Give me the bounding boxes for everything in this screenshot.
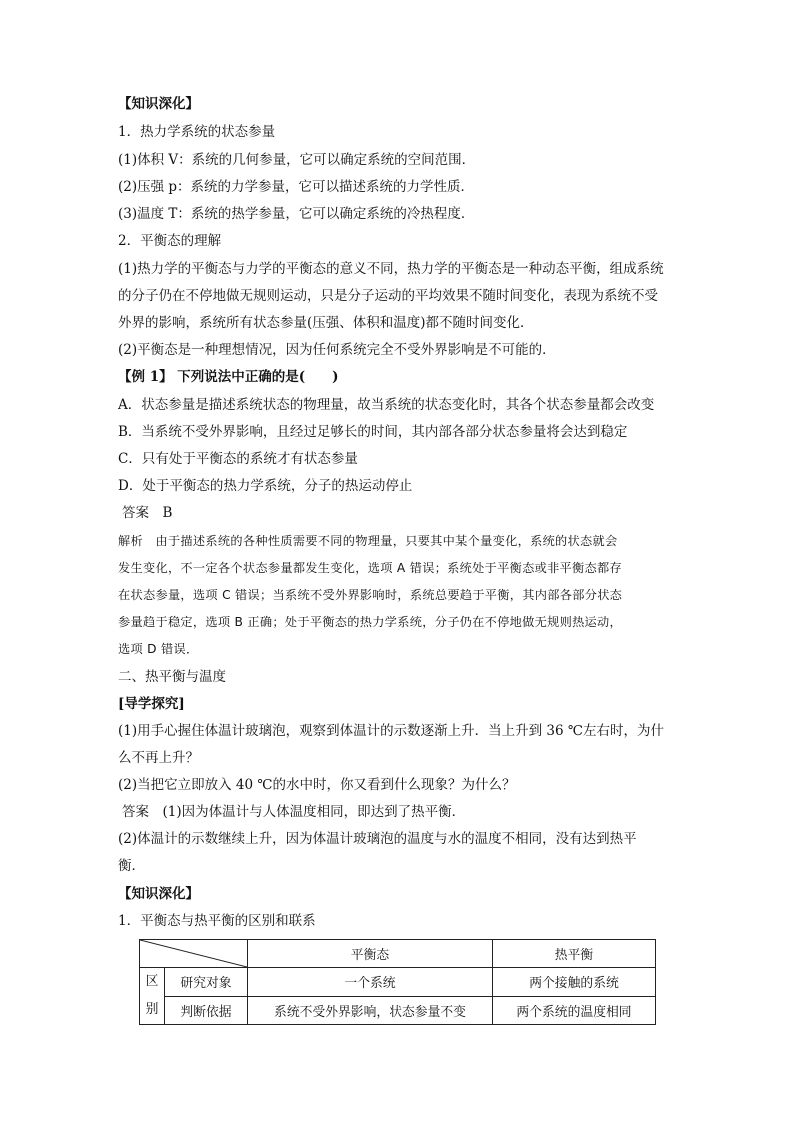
- text-line: (1)体积 V：系统的几何参量，它可以确定系统的空间范围．: [118, 152, 476, 168]
- subheading-state-parameters: 1．热力学系统的状态参量: [118, 124, 276, 140]
- analysis-line: 在状态参量，选项 C 错误；当系统不受外界影响时，系统总要趋于平衡，其内部各部分状态: [118, 588, 623, 602]
- group-label-char: 别: [145, 1002, 159, 1017]
- section-heading-thermal-equilibrium: 二、热平衡与温度: [118, 669, 226, 685]
- option-c: C．只有处于平衡态的系统才有状态参量: [118, 451, 358, 467]
- section-heading-knowledge-2: 【知识深化】: [118, 886, 199, 902]
- text-line: (2)压强 p：系统的力学参量，它可以描述系统的力学性质．: [118, 179, 475, 195]
- diagonal-line: [140, 940, 247, 967]
- text-line: (2)平衡态是一种理想情况，因为任何系统完全不受外界影响是不可能的．: [118, 342, 556, 358]
- option-a: A．状态参量是描述系统状态的物理量，故当系统的状态变化时，其各个状态参量都会改变: [118, 397, 655, 413]
- table-header-cell: 平衡态: [248, 940, 493, 968]
- text-line: (1)热力学的平衡态与力学的平衡态的意义不同，热力学的平衡态是一种动态平衡，组成系统: [118, 261, 664, 277]
- table-header-cell: 热平衡: [493, 940, 656, 968]
- text-line: (1)用手心握住体温计玻璃泡，观察到体温计的示数逐渐上升．当上升到 36 ℃左右时，为什: [118, 723, 664, 739]
- text-line: 么不再上升？: [118, 750, 199, 766]
- answer: 答案 (1)因为体温计与人体温度相同，即达到了热平衡．: [122, 804, 466, 820]
- diagonal-header-cell: [140, 940, 248, 968]
- table-cell: 一个系统: [248, 968, 493, 997]
- table-cell: 两个接触的系统: [493, 968, 656, 997]
- row-label-cell: 研究对象: [165, 968, 248, 997]
- guided-inquiry-heading: [导学探究]: [118, 696, 185, 712]
- analysis-line: 参量趋于稳定，选项 B 正确；处于平衡态的热力学系统，分子仍在不停地做无规则热运动，: [118, 615, 623, 629]
- text-line: (2)体温计的示数继续上升，因为体温计玻璃泡的温度与水的温度不相同，没有达到热平: [118, 831, 637, 847]
- table-row: [140, 996, 656, 1025]
- subheading-equilibrium: 2．平衡态的理解: [118, 233, 222, 249]
- subheading-comparison: 1．平衡态与热平衡的区别和联系: [118, 913, 316, 929]
- text-line: 外界的影响，系统所有状态参量(压强、体积和温度)都不随时间变化．: [118, 315, 534, 331]
- text-line: 的分子仍在不停地做无规则运动，只是分子运动的平均效果不随时间变化，表现为系统不受: [118, 288, 658, 304]
- example-question: 【例 1】 下列说法中正确的是( ): [118, 369, 339, 385]
- table-header-row: [140, 940, 656, 968]
- option-d: D．处于平衡态的热力学系统，分子的热运动停止: [118, 478, 413, 494]
- answer: 答案 B: [122, 505, 173, 521]
- group-label-char: 区: [145, 974, 159, 989]
- comparison-table: [139, 939, 656, 1025]
- text-line: (3)温度 T：系统的热学参量，它可以确定系统的冷热程度．: [118, 206, 475, 222]
- text-line: (2)当把它立即放入 40 ℃的水中时，你又看到什么现象？为什么？: [118, 777, 516, 793]
- analysis-line: 选项 D 错误．: [118, 642, 199, 656]
- text-line: 衡．: [118, 858, 145, 874]
- row-label-cell: 判断依据: [165, 996, 248, 1025]
- group-label-cell: [140, 968, 165, 1025]
- analysis-line: 发生变化，不一定各个状态参量都发生变化，选项 A 错误；系统处于平衡态或非平衡态都存: [118, 561, 622, 575]
- section-heading-knowledge: 【知识深化】: [118, 96, 199, 112]
- table-row: [140, 968, 656, 997]
- table-cell: 系统不受外界影响，状态参量不变: [248, 996, 493, 1025]
- table-cell: 两个系统的温度相同: [493, 996, 656, 1025]
- option-b: B．当系统不受外界影响，且经过足够长的时间，其内部各部分状态参量将会达到稳定: [118, 424, 628, 440]
- analysis-line: 解析 由于描述系统的各种性质需要不同的物理量，只要其中某个量变化，系统的状态就会: [118, 534, 618, 548]
